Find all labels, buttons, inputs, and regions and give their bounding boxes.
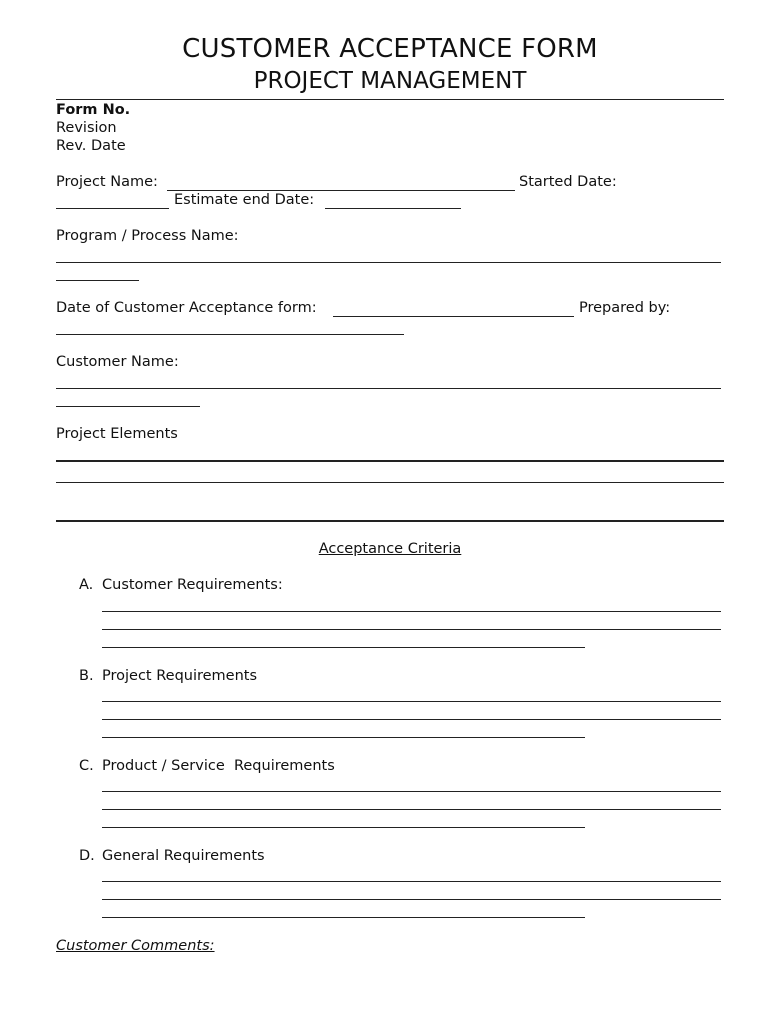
header-divider	[56, 99, 724, 100]
criteria-a-label: Customer Requirements:	[102, 577, 283, 593]
started-date-label: Started Date:	[519, 174, 617, 190]
form-title: CUSTOMER ACCEPTANCE FORM	[182, 34, 598, 64]
customer-name-field-cont[interactable]	[56, 406, 200, 407]
criteria-b-letter: B.	[79, 668, 94, 684]
criteria-b-line-3[interactable]	[102, 737, 585, 738]
rev-date-label: Rev. Date	[56, 138, 126, 154]
program-process-name-label: Program / Process Name:	[56, 228, 239, 244]
revision-label: Revision	[56, 120, 117, 136]
customer-name-field[interactable]	[56, 388, 721, 389]
project-name-label: Project Name:	[56, 174, 158, 190]
program-process-name-field-cont[interactable]	[56, 280, 139, 281]
criteria-b-label: Project Requirements	[102, 668, 258, 684]
criteria-d-line-3[interactable]	[102, 917, 585, 918]
customer-comments-label: Customer Comments:	[56, 938, 215, 954]
criteria-c-label: Product / Service Requirements	[102, 758, 335, 774]
project-elements-line-1[interactable]	[56, 460, 724, 462]
criteria-a-letter: A.	[79, 577, 94, 593]
project-elements-line-3[interactable]	[56, 520, 724, 522]
criteria-b-line-1[interactable]	[102, 701, 721, 702]
form-no-label: Form No.	[56, 102, 131, 118]
criteria-a-line-2[interactable]	[102, 629, 721, 630]
project-elements-label: Project Elements	[56, 426, 178, 442]
criteria-a-line-3[interactable]	[102, 647, 585, 648]
criteria-a-line-1[interactable]	[102, 611, 721, 612]
project-elements-line-2[interactable]	[56, 482, 724, 483]
acceptance-date-field[interactable]	[333, 316, 574, 317]
acceptance-date-label: Date of Customer Acceptance form:	[56, 300, 317, 316]
criteria-c-line-1[interactable]	[102, 791, 721, 792]
criteria-d-letter: D.	[79, 848, 95, 864]
criteria-c-line-3[interactable]	[102, 827, 585, 828]
criteria-d-label: General Requirements	[102, 848, 265, 864]
criteria-b-line-2[interactable]	[102, 719, 721, 720]
estimate-end-date-label: Estimate end Date:	[174, 192, 315, 208]
criteria-d-line-1[interactable]	[102, 881, 721, 882]
prepared-by-field[interactable]	[56, 334, 404, 335]
customer-name-label: Customer Name:	[56, 354, 179, 370]
estimate-end-date-field[interactable]	[325, 208, 461, 209]
criteria-c-line-2[interactable]	[102, 809, 721, 810]
criteria-d-line-2[interactable]	[102, 899, 721, 900]
prepared-by-label: Prepared by:	[579, 300, 671, 316]
program-process-name-field[interactable]	[56, 262, 721, 263]
started-date-field[interactable]	[56, 208, 169, 209]
acceptance-criteria-heading: Acceptance Criteria	[318, 541, 462, 557]
form-subtitle: PROJECT MANAGEMENT	[253, 68, 527, 94]
criteria-c-letter: C.	[79, 758, 94, 774]
